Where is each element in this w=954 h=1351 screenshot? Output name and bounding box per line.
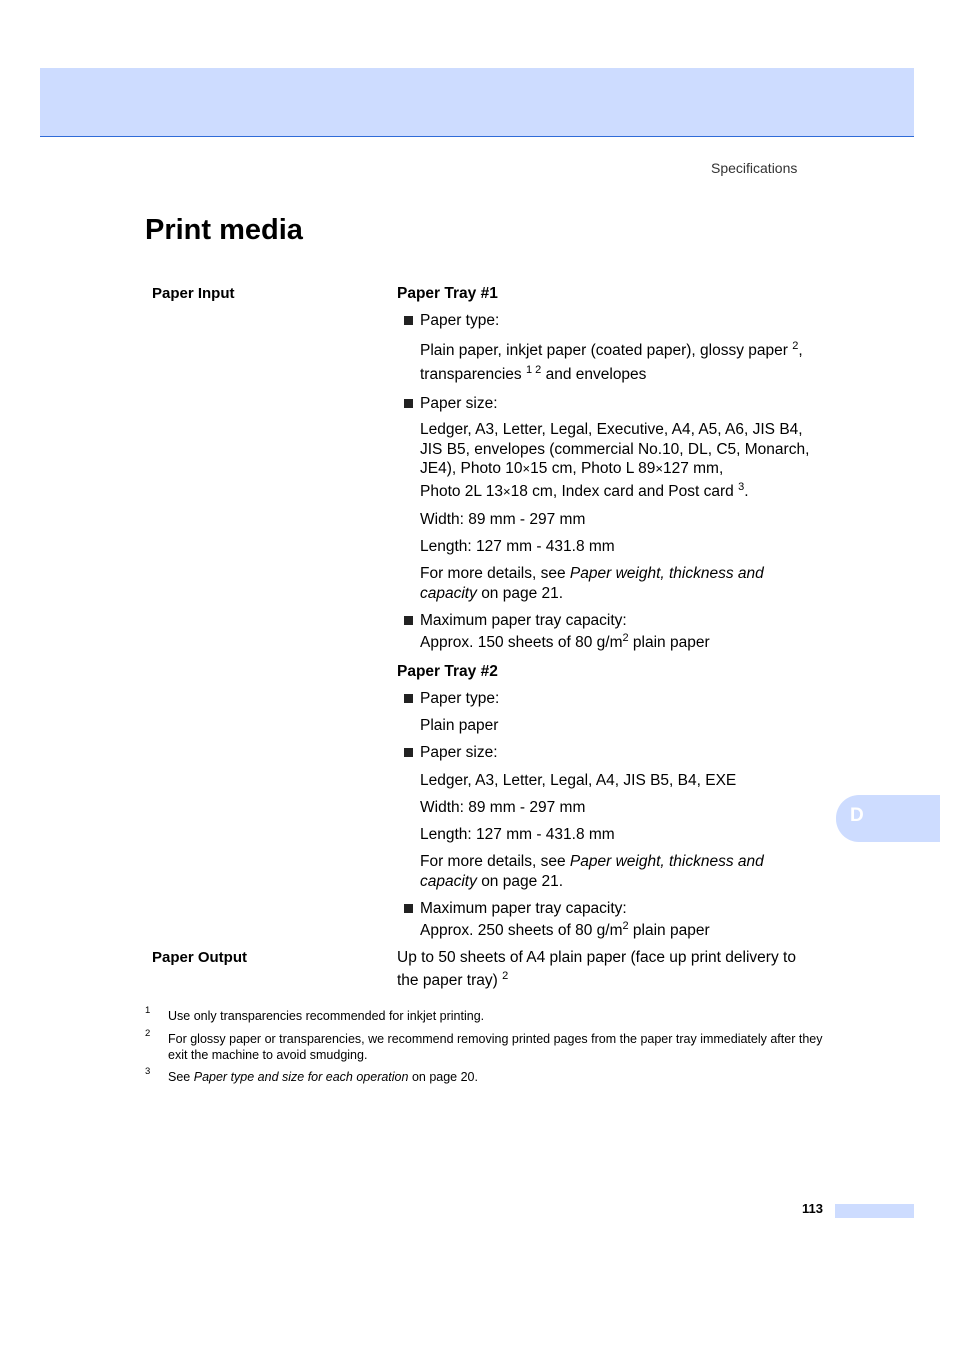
header-band bbox=[40, 68, 914, 137]
output-line1: Up to 50 sheets of A4 plain paper (face up print delivery to bbox=[397, 949, 796, 966]
page-number: 113 bbox=[802, 1201, 823, 1216]
tray1-details-line1: For more details, see Paper weight, thickness and bbox=[420, 565, 764, 582]
tray1-type-label: Paper type: bbox=[420, 312, 500, 329]
tray2-width: Width: 89 mm - 297 mm bbox=[420, 799, 586, 816]
tray1-length: Length: 127 mm - 431.8 mm bbox=[420, 538, 615, 555]
tray2-details-line1: For more details, see Paper weight, thickness and bbox=[420, 853, 764, 870]
paper-input-label: Paper Input bbox=[152, 285, 235, 302]
tray2-capacity-label: Maximum paper tray capacity: bbox=[420, 900, 627, 917]
tray2-size-label: Paper size: bbox=[420, 744, 498, 761]
tray1-title: Paper Tray #1 bbox=[397, 285, 498, 302]
tray1-size-line3: JE4), Photo 10×15 cm, Photo L 89×127 mm, bbox=[420, 460, 724, 477]
tray2-title: Paper Tray #2 bbox=[397, 663, 498, 680]
tray1-capacity-label: Maximum paper tray capacity: bbox=[420, 612, 627, 629]
tray1-details-link[interactable]: Paper weight, thickness and bbox=[569, 565, 764, 582]
output-line2: the paper tray) $^2$ bbox=[397, 969, 509, 989]
tray1-type-line2: transparencies $^{1 2}$ and envelopes bbox=[420, 363, 647, 383]
tray1-capacity: Approx. 150 sheets of 80 $g/m^2$ plain paper bbox=[420, 631, 710, 651]
tray1-size-line2: JIS B5, envelopes (commercial No.10, DL, C5, Monarch, bbox=[420, 441, 810, 458]
tray2-details-line2: capacity on page 21. bbox=[420, 873, 564, 890]
tray1-size-line4: Photo 2L 13×18 cm, Index card and Post card $^3$. bbox=[420, 480, 749, 500]
tray1-width: Width: 89 mm - 297 mm bbox=[420, 511, 586, 528]
tray2-size-value: Ledger, A3, Letter, Legal, A4, JIS B5, B4, EXE bbox=[420, 772, 737, 789]
tray1-size-label: Paper size: bbox=[420, 395, 498, 412]
tray1-size-line1: Ledger, A3, Letter, Legal, Executive, A4, A5, A6, JIS B4, bbox=[420, 421, 803, 438]
tray1-details-link2[interactable]: capacity bbox=[420, 585, 477, 602]
tray2-capacity: Approx. 250 sheets of 80 $g/m^2$ plain paper bbox=[420, 919, 710, 939]
paper-output-label: Paper Output bbox=[152, 949, 248, 966]
footnote-3-link[interactable]: Paper type and size for each operation bbox=[193, 1070, 409, 1084]
tray2-length: Length: 127 mm - 431.8 mm bbox=[420, 826, 615, 843]
tray1-type-line1: Plain paper, inkjet paper (coated paper), glossy paper $^2$, bbox=[420, 339, 803, 359]
tray2-type-value: Plain paper bbox=[420, 717, 499, 734]
tray2-type-label: Paper type: bbox=[420, 690, 500, 707]
tray2-details-link[interactable]: Paper weight, thickness and bbox=[569, 853, 764, 870]
page-title: Print media bbox=[145, 214, 303, 246]
page-number-bar bbox=[835, 1204, 914, 1218]
tray2-details-link2[interactable]: capacity bbox=[420, 873, 477, 890]
running-head: Specifications bbox=[711, 160, 798, 176]
chapter-tab bbox=[836, 795, 940, 842]
tray1-details-line2: capacity on page 21. bbox=[420, 585, 564, 602]
chapter-tab-letter: D bbox=[850, 805, 864, 826]
